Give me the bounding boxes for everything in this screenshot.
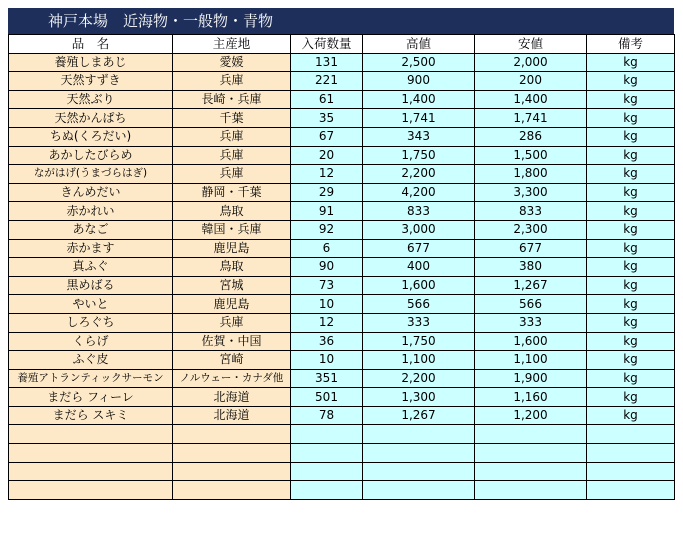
header-high[interactable]: 高値	[363, 35, 475, 54]
fish-name-cell[interactable]: しろぐち	[9, 313, 173, 332]
empty-cell[interactable]	[173, 481, 291, 500]
low-price-cell[interactable]: 2,300	[475, 220, 587, 239]
quantity-cell[interactable]: 6	[291, 239, 363, 258]
quantity-cell[interactable]: 12	[291, 165, 363, 184]
note-cell[interactable]: kg	[587, 146, 675, 165]
header-quantity[interactable]: 入荷数量	[291, 35, 363, 54]
origin-cell[interactable]: 宮崎	[173, 351, 291, 370]
note-cell[interactable]: kg	[587, 313, 675, 332]
high-price-cell[interactable]: 1,741	[363, 109, 475, 128]
table-row	[9, 165, 675, 184]
note-cell[interactable]: kg	[587, 369, 675, 388]
empty-cell[interactable]	[363, 425, 475, 444]
empty-cell[interactable]	[173, 425, 291, 444]
note-cell[interactable]: kg	[587, 332, 675, 351]
high-price-cell[interactable]: 833	[363, 202, 475, 221]
origin-cell[interactable]: 北海道	[173, 388, 291, 407]
low-price-cell[interactable]: 2,000	[475, 53, 587, 72]
quantity-cell[interactable]: 10	[291, 295, 363, 314]
fish-name-cell[interactable]: 養殖しまあじ	[9, 53, 173, 72]
high-price-cell[interactable]: 1,100	[363, 351, 475, 370]
note-cell[interactable]: kg	[587, 239, 675, 258]
table-row	[9, 258, 675, 277]
note-cell[interactable]: kg	[587, 388, 675, 407]
origin-cell[interactable]: 兵庫	[173, 127, 291, 146]
empty-cell[interactable]	[475, 425, 587, 444]
high-price-cell[interactable]: 4,200	[363, 183, 475, 202]
table-row	[9, 332, 675, 351]
fish-name-cell[interactable]: まだら スキミ	[9, 406, 173, 425]
high-price-cell[interactable]: 2,500	[363, 53, 475, 72]
low-price-cell[interactable]: 1,600	[475, 332, 587, 351]
fish-name-cell[interactable]: 赤かます	[9, 239, 173, 258]
note-cell[interactable]: kg	[587, 90, 675, 109]
low-price-cell[interactable]: 566	[475, 295, 587, 314]
price-sheet	[8, 8, 674, 500]
empty-cell[interactable]	[475, 462, 587, 481]
origin-cell[interactable]: 鹿児島	[173, 295, 291, 314]
table-row	[9, 146, 675, 165]
note-cell[interactable]: kg	[587, 127, 675, 146]
empty-cell[interactable]	[9, 481, 173, 500]
table-row	[9, 239, 675, 258]
low-price-cell[interactable]: 1,267	[475, 276, 587, 295]
empty-cell[interactable]	[173, 444, 291, 463]
fish-name-cell[interactable]: 赤かれい	[9, 202, 173, 221]
empty-cell[interactable]	[291, 425, 363, 444]
high-price-cell[interactable]: 900	[363, 72, 475, 91]
header-origin[interactable]: 主産地	[173, 35, 291, 54]
empty-cell[interactable]	[9, 462, 173, 481]
empty-cell[interactable]	[587, 462, 675, 481]
fish-name-cell[interactable]: あなご	[9, 220, 173, 239]
table-row	[9, 53, 675, 72]
fish-name-cell[interactable]: まだら フィーレ	[9, 388, 173, 407]
quantity-cell[interactable]: 90	[291, 258, 363, 277]
origin-cell[interactable]: 北海道	[173, 406, 291, 425]
low-price-cell[interactable]: 200	[475, 72, 587, 91]
note-cell[interactable]: kg	[587, 109, 675, 128]
note-cell[interactable]: kg	[587, 276, 675, 295]
header-name[interactable]: 品 名	[9, 35, 173, 54]
note-cell[interactable]: kg	[587, 220, 675, 239]
quantity-cell[interactable]: 501	[291, 388, 363, 407]
table-row	[9, 351, 675, 370]
origin-cell[interactable]: 兵庫	[173, 146, 291, 165]
empty-cell[interactable]	[363, 444, 475, 463]
quantity-cell[interactable]: 29	[291, 183, 363, 202]
empty-row	[9, 481, 675, 500]
table-row	[9, 369, 675, 388]
fish-name-cell[interactable]: あかしたびらめ	[9, 146, 173, 165]
note-cell[interactable]: kg	[587, 72, 675, 91]
origin-cell[interactable]: 静岡・千葉	[173, 183, 291, 202]
empty-row	[9, 425, 675, 444]
table-row	[9, 127, 675, 146]
fish-name-cell[interactable]: 真ふぐ	[9, 258, 173, 277]
header-low[interactable]: 安値	[475, 35, 587, 54]
header-row	[9, 35, 675, 54]
sheet-title: 神戸本場 近海物・一般物・青物	[8, 8, 674, 34]
quantity-cell[interactable]: 73	[291, 276, 363, 295]
high-price-cell[interactable]: 1,750	[363, 332, 475, 351]
low-price-cell[interactable]: 3,300	[475, 183, 587, 202]
quantity-cell[interactable]: 221	[291, 72, 363, 91]
note-cell[interactable]: kg	[587, 183, 675, 202]
empty-cell[interactable]	[9, 444, 173, 463]
table-row	[9, 183, 675, 202]
low-price-cell[interactable]: 380	[475, 258, 587, 277]
high-price-cell[interactable]: 1,267	[363, 406, 475, 425]
fish-name-cell[interactable]: 天然ぶり	[9, 90, 173, 109]
high-price-cell[interactable]: 677	[363, 239, 475, 258]
high-price-cell[interactable]: 566	[363, 295, 475, 314]
empty-cell[interactable]	[291, 462, 363, 481]
high-price-cell[interactable]: 2,200	[363, 165, 475, 184]
fish-name-cell[interactable]: 天然かんぱち	[9, 109, 173, 128]
empty-cell[interactable]	[475, 444, 587, 463]
low-price-cell[interactable]: 1,200	[475, 406, 587, 425]
origin-cell[interactable]: 千葉	[173, 109, 291, 128]
high-price-cell[interactable]: 1,400	[363, 90, 475, 109]
note-cell[interactable]: kg	[587, 258, 675, 277]
high-price-cell[interactable]: 2,200	[363, 369, 475, 388]
fish-name-cell[interactable]: ちぬ(くろだい)	[9, 127, 173, 146]
empty-cell[interactable]	[291, 444, 363, 463]
note-cell[interactable]: kg	[587, 351, 675, 370]
low-price-cell[interactable]: 677	[475, 239, 587, 258]
high-price-cell[interactable]: 400	[363, 258, 475, 277]
empty-cell[interactable]	[291, 481, 363, 500]
header-note[interactable]: 備考	[587, 35, 675, 54]
high-price-cell[interactable]: 1,300	[363, 388, 475, 407]
origin-cell[interactable]: 長崎・兵庫	[173, 90, 291, 109]
empty-cell[interactable]	[173, 462, 291, 481]
origin-cell[interactable]: 愛媛	[173, 53, 291, 72]
origin-cell[interactable]: 佐賀・中国	[173, 332, 291, 351]
low-price-cell[interactable]: 1,800	[475, 165, 587, 184]
origin-cell[interactable]: 兵庫	[173, 72, 291, 91]
origin-cell[interactable]: 鳥取	[173, 202, 291, 221]
fish-name-cell[interactable]: くらげ	[9, 332, 173, 351]
origin-cell[interactable]: ノルウェー・カナダ他	[173, 369, 291, 388]
fish-name-cell[interactable]: ながはげ(うまづらはぎ)	[9, 165, 173, 184]
quantity-cell[interactable]: 67	[291, 127, 363, 146]
table-row	[9, 295, 675, 314]
empty-cell[interactable]	[587, 444, 675, 463]
low-price-cell[interactable]: 1,400	[475, 90, 587, 109]
quantity-cell[interactable]: 20	[291, 146, 363, 165]
quantity-cell[interactable]: 351	[291, 369, 363, 388]
high-price-cell[interactable]: 343	[363, 127, 475, 146]
empty-row	[9, 444, 675, 463]
note-cell[interactable]: kg	[587, 295, 675, 314]
quantity-cell[interactable]: 61	[291, 90, 363, 109]
origin-cell[interactable]: 鹿児島	[173, 239, 291, 258]
high-price-cell[interactable]: 1,750	[363, 146, 475, 165]
low-price-cell[interactable]: 1,500	[475, 146, 587, 165]
fish-name-cell[interactable]: 黒めばる	[9, 276, 173, 295]
table-row	[9, 109, 675, 128]
note-cell[interactable]: kg	[587, 53, 675, 72]
table-row	[9, 202, 675, 221]
origin-cell[interactable]: 鳥取	[173, 258, 291, 277]
fish-name-cell[interactable]: 養殖アトランティックサーモン	[9, 369, 173, 388]
note-cell[interactable]: kg	[587, 202, 675, 221]
fish-name-cell[interactable]: やいと	[9, 295, 173, 314]
fish-name-cell[interactable]: ふぐ皮	[9, 351, 173, 370]
quantity-cell[interactable]: 78	[291, 406, 363, 425]
empty-cell[interactable]	[363, 462, 475, 481]
low-price-cell[interactable]: 1,900	[475, 369, 587, 388]
high-price-cell[interactable]: 1,600	[363, 276, 475, 295]
table-row	[9, 90, 675, 109]
table-row	[9, 313, 675, 332]
low-price-cell[interactable]: 1,100	[475, 351, 587, 370]
origin-cell[interactable]: 韓国・兵庫	[173, 220, 291, 239]
quantity-cell[interactable]: 91	[291, 202, 363, 221]
low-price-cell[interactable]: 833	[475, 202, 587, 221]
low-price-cell[interactable]: 333	[475, 313, 587, 332]
low-price-cell[interactable]: 1,741	[475, 109, 587, 128]
quantity-cell[interactable]: 35	[291, 109, 363, 128]
high-price-cell[interactable]: 3,000	[363, 220, 475, 239]
note-cell[interactable]: kg	[587, 406, 675, 425]
quantity-cell[interactable]: 12	[291, 313, 363, 332]
note-cell[interactable]: kg	[587, 165, 675, 184]
fish-name-cell[interactable]: 天然すずき	[9, 72, 173, 91]
empty-cell[interactable]	[9, 425, 173, 444]
low-price-cell[interactable]: 1,160	[475, 388, 587, 407]
high-price-cell[interactable]: 333	[363, 313, 475, 332]
low-price-cell[interactable]: 286	[475, 127, 587, 146]
origin-cell[interactable]: 兵庫	[173, 313, 291, 332]
empty-cell[interactable]	[587, 425, 675, 444]
table-row	[9, 220, 675, 239]
table-row	[9, 388, 675, 407]
empty-cell[interactable]	[363, 481, 475, 500]
empty-cell[interactable]	[587, 481, 675, 500]
table-row	[9, 406, 675, 425]
quantity-cell[interactable]: 36	[291, 332, 363, 351]
empty-row	[9, 462, 675, 481]
quantity-cell[interactable]: 131	[291, 53, 363, 72]
quantity-cell[interactable]: 10	[291, 351, 363, 370]
price-table	[8, 34, 675, 500]
empty-cell[interactable]	[475, 481, 587, 500]
quantity-cell[interactable]: 92	[291, 220, 363, 239]
origin-cell[interactable]: 兵庫	[173, 165, 291, 184]
table-row	[9, 72, 675, 91]
table-row	[9, 276, 675, 295]
origin-cell[interactable]: 宮城	[173, 276, 291, 295]
fish-name-cell[interactable]: きんめだい	[9, 183, 173, 202]
